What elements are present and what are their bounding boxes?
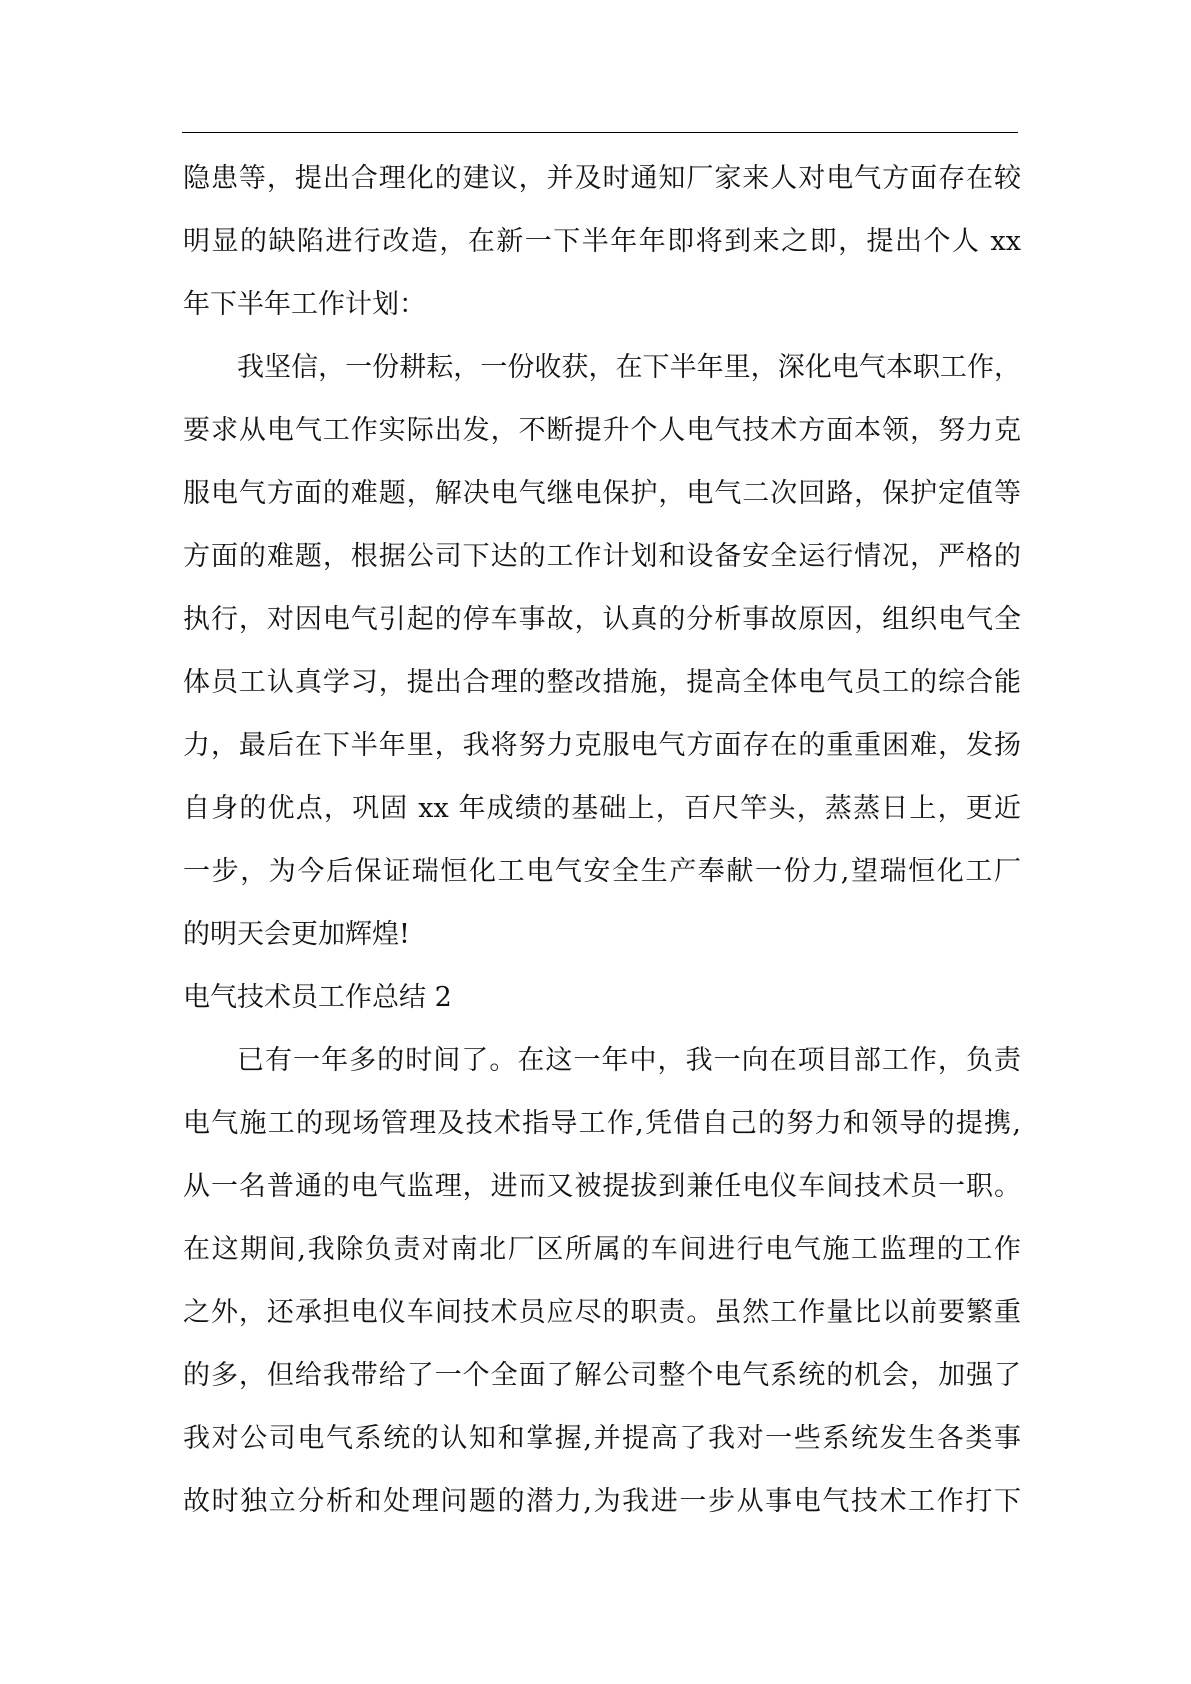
text-line: 体员工认真学习，提出合理的整改措施，提高全体电气员工的综合能 — [183, 667, 1021, 698]
text-line: 力，最后在下半年里，我将努力克服电气方面存在的重重困难，发扬 — [183, 730, 1021, 761]
text-line: 我对公司电气系统的认知和掌握,并提高了我对一些系统发生各类事 — [183, 1423, 1021, 1454]
text-line: 隐患等，提出合理化的建议，并及时通知厂家来人对电气方面存在较 — [183, 163, 1021, 194]
section-heading: 电气技术员工作总结 2 — [183, 982, 452, 1013]
text-line: 在这期间,我除负责对南北厂区所属的车间进行电气施工监理的工作 — [183, 1234, 1021, 1265]
text-line: 之外，还承担电仪车间技术员应尽的职责。虽然工作量比以前要繁重 — [183, 1297, 1021, 1328]
header-rule — [182, 132, 1018, 133]
paragraph-3 — [183, 1029, 1021, 1533]
document-body — [183, 147, 1021, 1533]
text-line: 我坚信，一份耕耘，一份收获，在下半年里，深化电气本职工作， — [237, 352, 1021, 383]
text-line: 故时独立分析和处理问题的潜力,为我进一步从事电气技术工作打下 — [183, 1486, 1021, 1517]
paragraph-1 — [183, 147, 1021, 336]
text-line: 执行，对因电气引起的停车事故，认真的分析事故原因，组织电气全 — [183, 604, 1021, 635]
text-line: 年下半年工作计划： — [183, 289, 426, 320]
text-line: 一步，为今后保证瑞恒化工电气安全生产奉献一份力,望瑞恒化工厂 — [183, 856, 1021, 887]
text-line: 自身的优点，巩固 xx 年成绩的基础上，百尺竿头，蒸蒸日上，更近 — [183, 793, 1021, 824]
paragraph-2 — [183, 336, 1021, 966]
text-line: 电气施工的现场管理及技术指导工作,凭借自己的努力和领导的提携, — [183, 1108, 1021, 1139]
text-line: 的多，但给我带给了一个全面了解公司整个电气系统的机会，加强了 — [183, 1360, 1021, 1391]
text-line: 的明天会更加辉煌! — [183, 919, 410, 950]
text-line: 服电气方面的难题，解决电气继电保护，电气二次回路，保护定值等 — [183, 478, 1021, 509]
text-line: 从一名普通的电气监理，进而又被提拔到兼任电仪车间技术员一职。 — [183, 1171, 1021, 1202]
text-line: 已有一年多的时间了。在这一年中，我一向在项目部工作，负责 — [237, 1045, 1021, 1076]
text-line: 要求从电气工作实际出发，不断提升个人电气技术方面本领，努力克 — [183, 415, 1021, 446]
text-line: 方面的难题，根据公司下达的工作计划和设备安全运行情况，严格的 — [183, 541, 1021, 572]
text-line: 明显的缺陷进行改造，在新一下半年年即将到来之即，提出个人 xx — [183, 226, 1021, 257]
